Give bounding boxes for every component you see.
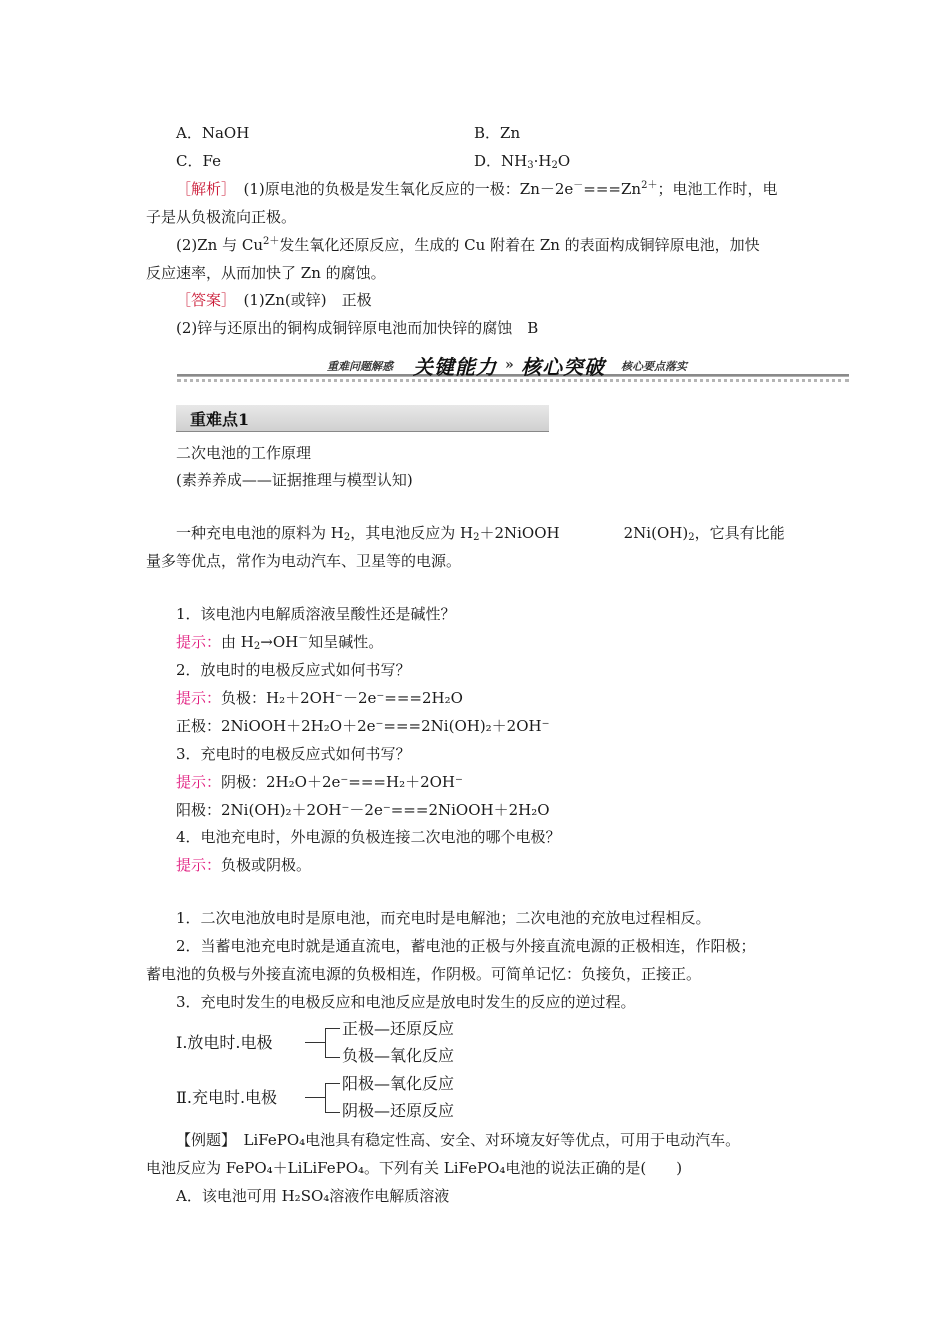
banner-right-text: 核心要点落实	[621, 360, 687, 373]
question-4: 4．电池充电时，外电源的负极连接二次电池的哪个电极？	[176, 828, 561, 846]
summary-2-cont: 蓄电池的负极与外接直流电源的负极相连，作阴极。可简单记忆：负接负，正接正。	[146, 965, 702, 983]
question-1: 1．该电池内电解质溶液呈酸性还是碱性？	[176, 605, 456, 623]
hint-2: 提示：负极：H₂＋2OH⁻－2e⁻===2H₂O	[176, 689, 463, 707]
analysis-tag: ［解析］	[176, 180, 229, 198]
hint-2-positive: 正极：2NiOOH＋2H₂O＋2e⁻===2Ni(OH)₂＋2OH⁻	[176, 717, 550, 735]
option-d: D．$NH_3\cdot H_2O$	[474, 152, 571, 171]
key-point-title: 二次电池的工作原理	[176, 444, 312, 462]
discharge-brace	[325, 1028, 340, 1058]
hint-3: 提示：阴极：2H₂O＋2e⁻===H₂＋2OH⁻	[176, 773, 463, 791]
banner-title: 关键能力	[413, 355, 497, 379]
hint-1: 提示：由 $H_2\to OH^-$知呈碱性。	[176, 633, 384, 652]
analysis-line-1: ［解析］ (1)原电池的负极是发生氧化反应的一极：$Zn-2e^-===Zn^{2+}$；电池工作时，电	[176, 180, 778, 198]
banner-title-2: 核心突破	[521, 355, 605, 379]
hint-4: 提示：负极或阴极。	[176, 856, 312, 874]
example-tag: 【例题】	[176, 1131, 229, 1149]
answer-line-1: ［答案］ (1)Zn(或锌) 正极	[176, 291, 372, 309]
key-point-subtitle: (素养养成——证据推理与模型认知)	[176, 471, 413, 489]
discharge-negative: 负极—氧化反应	[342, 1046, 455, 1065]
banner-left-text: 重难问题解惑	[327, 360, 393, 373]
intro-line-1: 一种充电电池的原料为 $H_2$，其电池反应为 $H_2+2NiOOH$ $2Ni(OH)_2$，它具有比能	[176, 524, 785, 543]
analysis-line-3: (2)Zn 与 $Cu^{2+}$发生氧化还原反应，生成的 Cu 附着在 Zn 的表面构成铜锌原电池，加快	[176, 236, 760, 254]
option-c: C．Fe	[176, 152, 221, 170]
key-point-header: 重难点1	[176, 405, 549, 432]
option-a: A．NaOH	[176, 124, 250, 142]
option-b: B．Zn	[474, 124, 521, 142]
answer-line-2: (2)锌与还原出的铜构成铜锌原电池而加快锌的腐蚀 B	[176, 319, 539, 337]
example-line-1: 【例题】 LiFePO₄电池具有稳定性高、安全、对环境友好等优点，可用于电动汽车。	[176, 1131, 741, 1149]
discharge-positive: 正极—还原反应	[342, 1019, 455, 1038]
charge-cathode: 阴极—还原反应	[342, 1101, 455, 1120]
analysis-line-2: 子是从负极流向正极。	[146, 208, 297, 226]
section-banner	[177, 353, 849, 383]
charge-brace	[325, 1083, 340, 1113]
discharge-label: Ⅰ.放电时.电极	[176, 1033, 273, 1052]
summary-1: 1．二次电池放电时是原电池，而充电时是电解池；二次电池的充放电过程相反。	[176, 909, 711, 927]
answer-tag: ［答案］	[176, 291, 229, 309]
analysis-line-4: 反应速率，从而加快了 Zn 的腐蚀。	[146, 264, 386, 282]
example-option-a: A．该电池可用 H₂SO₄溶液作电解质溶液	[176, 1187, 450, 1205]
intro-line-2: 量多等优点，常作为电动汽车、卫星等的电源。	[146, 552, 462, 570]
question-2: 2．放电时的电极反应式如何书写？	[176, 661, 411, 679]
summary-3: 3．充电时发生的电极反应和电池反应是放电时发生的反应的逆过程。	[176, 993, 636, 1011]
double-chevron-icon: »	[505, 357, 514, 373]
hint-3-anode: 阳极：2Ni(OH)₂＋2OH⁻－2e⁻===2NiOOH＋2H₂O	[176, 801, 550, 819]
charge-anode: 阳极—氧化反应	[342, 1074, 455, 1093]
question-3: 3．充电时的电极反应式如何书写？	[176, 745, 411, 763]
summary-2: 2．当蓄电池充电时就是通直流电，蓄电池的正极与外接直流电源的正极相连，作阳极；	[176, 937, 756, 955]
example-line-2: 电池反应为 FePO₄＋LiLiFePO₄。下列有关 LiFePO₄电池的说法正确的是( )	[146, 1159, 683, 1177]
charge-label: Ⅱ.充电时.电极	[176, 1088, 278, 1107]
